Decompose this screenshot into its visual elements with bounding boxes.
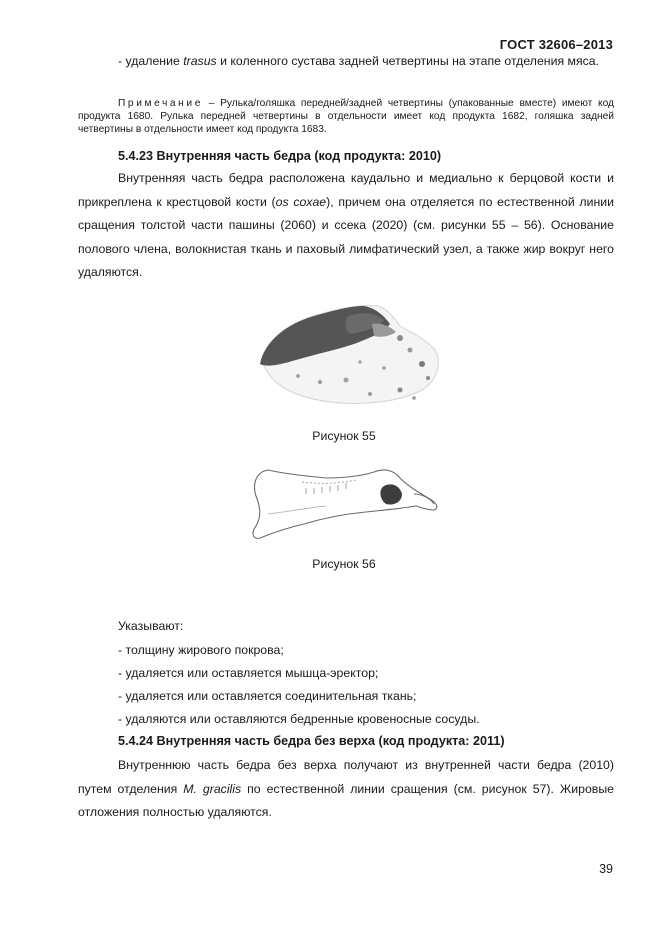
intro-italic-term: trasus xyxy=(183,54,217,68)
intro-suffix: и коленного сустава задней четвертины на этапе отделения мяса. xyxy=(216,54,600,68)
intro-paragraph xyxy=(78,50,614,74)
section-heading-5-4-23: 5.4.23 Внутренняя часть бедра (код продукта: 2010) xyxy=(118,149,442,163)
list-item: - удаляются или оставляются бедренные кровеносные сосуды. xyxy=(118,712,480,726)
list-item: - удаляется или оставляется мышца-эректор; xyxy=(118,666,379,680)
intro-prefix: - удаление xyxy=(118,54,184,68)
note-text: – Рулька/голяшка передней/задней четвертины (упакованные вместе) имеют код продукта 1680. Рулька передней четвертины в отдельности имеет код продукта 1682, голяшка задней четвертины в отдельности имеет код продукта 1683. xyxy=(78,98,614,135)
standard-header: ГОСТ 32606–2013 xyxy=(499,37,613,52)
note-label: Примечание xyxy=(118,98,203,109)
section-2-text-a: Внутреннюю часть бедра без верха получают из внутренней части бедра (2010) путем отделения xyxy=(78,758,614,796)
page-number: 39 xyxy=(599,862,613,876)
section-heading-5-4-24: 5.4.24 Внутренняя часть бедра без верха (код продукта: 2011) xyxy=(118,734,505,748)
section-2-paragraph xyxy=(78,754,614,825)
section-1-paragraph xyxy=(78,167,614,285)
section-1-text-b: ), причем она отделяется по естественной линии сращения толстой части пашины (2060) и ссека (2020) (см. рисунки 55 – 56). Основание полового члена, волокнистая ткань и паховый лимфатический узел, а также жир вокруг него удаляются. xyxy=(78,194,614,279)
list-item: - удаляется или оставляется соединительная ткань; xyxy=(118,689,417,703)
note-paragraph xyxy=(78,97,614,136)
section-1-italic-term: os coxae xyxy=(275,194,327,209)
list-intro: Указывают: xyxy=(118,619,184,633)
figure-55-caption: Рисунок 55 xyxy=(312,429,376,443)
list-item: - толщину жирового покрова; xyxy=(118,643,284,657)
figure-56-caption: Рисунок 56 xyxy=(312,557,376,571)
figure-55-image xyxy=(250,298,450,410)
section-2-text-b: по естественной линии сращения (см. рисунок 57). Жировые отложения полностью удаляются. xyxy=(78,781,614,819)
section-1-text-a: Внутренняя часть бедра расположена каудально и медиально к берцовой кости и прикреплена к крестцовой кости ( xyxy=(78,171,614,209)
figure-56-diagram xyxy=(246,464,442,542)
section-2-italic-term: M. gracilis xyxy=(183,781,242,796)
